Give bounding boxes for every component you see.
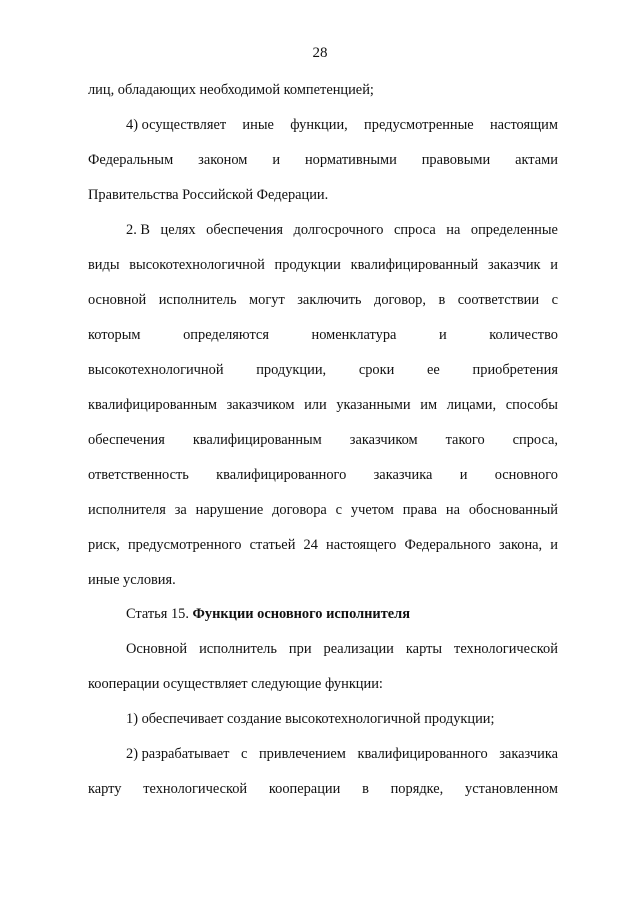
word: указанными <box>336 397 411 413</box>
word: им <box>420 397 438 413</box>
word: Основной <box>126 641 188 657</box>
word: определенные <box>470 222 558 238</box>
word: сроки <box>358 362 395 378</box>
text-line: 1) обеспечивает создание высокотехнологичной продукции; <box>126 711 495 727</box>
word: заказчик <box>487 257 541 273</box>
text-line <box>88 431 558 449</box>
word: виды <box>88 257 120 273</box>
word: квалифицированного <box>357 746 488 762</box>
text-line <box>88 256 558 274</box>
word: иные <box>242 117 274 133</box>
text-line <box>88 151 558 169</box>
word: 24 <box>303 537 318 553</box>
word: карту <box>88 781 122 797</box>
word: могут <box>249 292 285 308</box>
word: закона, <box>498 537 543 553</box>
word: договор, <box>374 292 426 308</box>
word: ответственность <box>88 467 189 483</box>
word: продукции <box>274 257 341 273</box>
word: настоящего <box>326 537 397 553</box>
word: и <box>550 257 558 273</box>
word: статьей <box>249 537 296 553</box>
word: квалифицированный <box>350 257 479 273</box>
text-line: иные условия. <box>88 572 176 588</box>
word: номенклатура <box>311 327 397 343</box>
word: предусмотренного <box>127 537 242 553</box>
word: актами <box>515 152 558 168</box>
text-line: кооперации осуществляет следующие функции: <box>88 676 383 692</box>
word: договора <box>272 502 327 518</box>
word: порядке, <box>390 781 444 797</box>
word: с <box>551 292 558 308</box>
word: основной <box>88 292 147 308</box>
word: квалифицированным <box>192 432 322 448</box>
word: количество <box>489 327 558 343</box>
word: Федеральным <box>88 152 174 168</box>
word: правовыми <box>421 152 491 168</box>
word: такого <box>445 432 485 448</box>
word: и <box>459 467 468 483</box>
word: 2. В <box>126 222 150 238</box>
word: спроса, <box>512 432 558 448</box>
word: 4) осуществляет <box>126 117 227 133</box>
word: способы <box>505 397 558 413</box>
word: в <box>438 292 446 308</box>
text-line <box>88 780 558 798</box>
article-number: Статья 15. <box>126 606 193 622</box>
word: заключить <box>297 292 362 308</box>
word: приобретения <box>472 362 558 378</box>
text-line <box>88 536 558 554</box>
word: заказчиком <box>226 397 295 413</box>
word: исполнителя <box>88 502 166 518</box>
word: кооперации <box>268 781 341 797</box>
word: или <box>304 397 327 413</box>
word: при <box>288 641 312 657</box>
word: заказчика <box>499 746 558 762</box>
word: настоящим <box>489 117 558 133</box>
word: привлечением <box>258 746 346 762</box>
text-line <box>88 291 558 309</box>
word: установленном <box>465 781 558 797</box>
word: высокотехнологичной <box>88 362 224 378</box>
word: технологической <box>143 781 248 797</box>
word: на <box>445 502 460 518</box>
word: и <box>439 327 447 343</box>
text-line <box>88 396 558 414</box>
word: нарушение <box>195 502 264 518</box>
word: 2) разрабатывает <box>126 746 230 762</box>
word: и <box>550 537 558 553</box>
word: заказчиком <box>349 432 418 448</box>
text-line: лиц, обладающих необходимой компетенцией; <box>88 82 374 98</box>
word: заказчика <box>373 467 433 483</box>
word: продукции, <box>256 362 327 378</box>
word: карты <box>405 641 443 657</box>
word: на <box>446 222 461 238</box>
word: долгосрочного <box>293 222 384 238</box>
article-heading <box>126 605 558 623</box>
word: с <box>335 502 343 518</box>
word: квалифицированным <box>88 397 217 413</box>
word: права <box>402 502 438 518</box>
word: лицами, <box>446 397 497 413</box>
word: законом <box>198 152 248 168</box>
word: целях <box>160 222 196 238</box>
word: квалифицированного <box>216 467 347 483</box>
word: с <box>241 746 248 762</box>
word: Федерального <box>404 537 491 553</box>
page-number: 28 <box>312 45 328 61</box>
text-line <box>88 326 558 344</box>
word: и <box>272 152 281 168</box>
word: определяются <box>183 327 269 343</box>
word: высокотехнологичной <box>129 257 265 273</box>
text-line <box>88 466 558 484</box>
word: исполнитель <box>199 641 277 657</box>
word: за <box>174 502 187 518</box>
text-line <box>126 116 558 134</box>
word: спроса <box>393 222 436 238</box>
word: риск, <box>88 537 120 553</box>
word: основного <box>494 467 558 483</box>
word: нормативными <box>304 152 397 168</box>
word: предусмотренные <box>364 117 474 133</box>
text-line <box>88 361 558 379</box>
text-line: Правительства Российской Федерации. <box>88 187 329 203</box>
text-line <box>126 221 558 239</box>
article-title: Функции основного исполнителя <box>192 606 411 622</box>
text-line <box>126 640 558 658</box>
word: обоснованный <box>468 502 558 518</box>
word: учетом <box>350 502 394 518</box>
word: обеспечения <box>206 222 283 238</box>
word: исполнитель <box>158 292 237 308</box>
word: которым <box>88 327 141 343</box>
word: в <box>362 781 369 797</box>
text-line <box>88 501 558 519</box>
word: соответствии <box>457 292 540 308</box>
word: функции, <box>290 117 348 133</box>
word: ее <box>427 362 440 378</box>
word: технологической <box>454 641 558 657</box>
word: реализации <box>323 641 394 657</box>
text-line <box>126 745 558 763</box>
word: обеспечения <box>88 432 165 448</box>
